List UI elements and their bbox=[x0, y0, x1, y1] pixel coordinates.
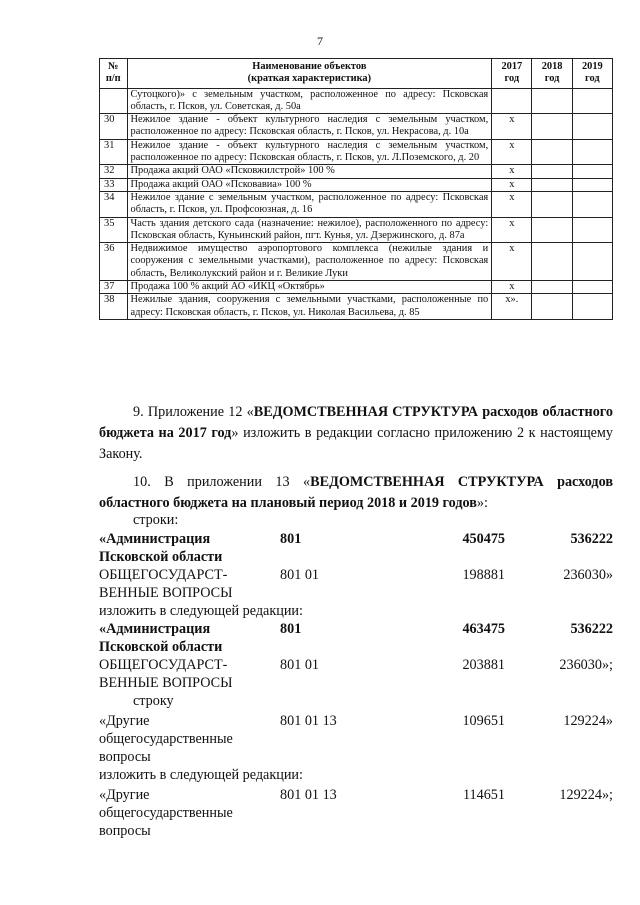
row-num-cell: 34 bbox=[100, 191, 128, 217]
ogv-old-name1: ОБЩЕГОСУДАРСТ- bbox=[99, 567, 228, 583]
admin-new-name1: «Администрация bbox=[99, 621, 211, 637]
paragraph-9 bbox=[99, 402, 613, 465]
table-row bbox=[100, 281, 613, 294]
table-row bbox=[100, 114, 613, 140]
row-name-cell: Нежилое здание - объект культурного наследия с земельным участком, расположенное по адресу: Псковская область, г. Псков, ул. Л.Поземского, д. 20 bbox=[127, 139, 492, 165]
row-name-cell: Продажа акций ОАО «Псковжилстрой» 100 % bbox=[127, 165, 492, 178]
label-redakcii-1: изложить в следующей редакции: bbox=[99, 603, 303, 619]
para9-pre: 9. Приложение 12 « bbox=[133, 404, 254, 420]
row-2019-cell bbox=[572, 88, 612, 114]
page-number: 7 bbox=[317, 34, 323, 48]
objects-table bbox=[99, 58, 613, 320]
row-2017-cell: x». bbox=[492, 294, 532, 320]
row-name-cell: Часть здания детского сада (назначение: нежилое), расположенного по адресу: Псковская область, Куньинский район, пгт. Кунья, ул. Дзержинского, д. 87а bbox=[127, 217, 492, 243]
admin-old-name2: Псковской области bbox=[99, 549, 223, 565]
row-2019-cell bbox=[572, 114, 612, 140]
admin-old-block bbox=[99, 531, 613, 841]
row-name-cell: Недвижимое имущество аэропортового комплекса (нежилые здания и сооружения с земельными участками), расположенное по адресу: Псковская область, Великолукский район и г. Великие Луки bbox=[127, 243, 492, 281]
para9-bold: ВЕДОМСТВЕННАЯ СТРУКТУРА расходов областного бюджета на 2017 год bbox=[99, 404, 613, 441]
row-num-cell: 37 bbox=[100, 281, 128, 294]
other-old-name1: «Другие bbox=[99, 713, 150, 729]
ogv-new-code: 801 01 bbox=[280, 657, 320, 673]
other-new-code: 801 01 13 bbox=[280, 787, 337, 803]
header-2018: 2018 год bbox=[532, 59, 572, 89]
row-num-cell: 32 bbox=[100, 165, 128, 178]
ogv-new-name2: ВЕННЫЕ ВОПРОСЫ bbox=[99, 675, 233, 691]
admin-new-code: 801 bbox=[280, 621, 302, 637]
row-2018-cell bbox=[532, 217, 572, 243]
table-row bbox=[100, 178, 613, 191]
row-2019-cell bbox=[572, 178, 612, 191]
other-new-name2: общегосударственные bbox=[99, 805, 233, 821]
row-2018-cell bbox=[532, 88, 572, 114]
row-2018-cell bbox=[532, 191, 572, 217]
row-2018-cell bbox=[532, 294, 572, 320]
row-2019-cell bbox=[572, 165, 612, 178]
para9-post: » изложить в редакции согласно приложению 2 к настоящему Закону. bbox=[99, 425, 613, 462]
other-old-name3: вопросы bbox=[99, 749, 151, 765]
other-old-name2: общегосударственные bbox=[99, 731, 233, 747]
header-2017: 2017 год bbox=[492, 59, 532, 89]
admin-old-code: 801 bbox=[280, 531, 302, 547]
other-new-name3: вопросы bbox=[99, 823, 151, 839]
table-row bbox=[100, 243, 613, 281]
row-num-cell bbox=[100, 88, 128, 114]
other-new-2019: 129224»; bbox=[559, 787, 613, 803]
label-redakcii-2: изложить в следующей редакции: bbox=[99, 767, 303, 783]
other-old-2018: 109651 bbox=[462, 713, 505, 729]
row-2019-cell bbox=[572, 281, 612, 294]
ogv-old-code: 801 01 bbox=[280, 567, 320, 583]
row-2019-cell bbox=[572, 139, 612, 165]
row-name-cell: Сутоцкого)» с земельным участком, расположенное по адресу: Псковская область, г. Псков, ул. Советская, д. 50а bbox=[127, 88, 492, 114]
ogv-new-2018: 203881 bbox=[462, 657, 505, 673]
paragraph-10 bbox=[99, 472, 613, 514]
para10-pre: 10. В приложении 13 « bbox=[133, 474, 311, 490]
header-num: № п/п bbox=[100, 59, 128, 89]
other-new-2018: 114651 bbox=[462, 787, 505, 803]
table-header-row bbox=[100, 59, 613, 89]
row-2019-cell bbox=[572, 294, 612, 320]
row-2017-cell: x bbox=[492, 281, 532, 294]
admin-new-name2: Псковской области bbox=[99, 639, 223, 655]
row-2018-cell bbox=[532, 178, 572, 191]
ogv-old-2018: 198881 bbox=[462, 567, 505, 583]
row-num-cell: 35 bbox=[100, 217, 128, 243]
row-2019-cell bbox=[572, 191, 612, 217]
table-row bbox=[100, 294, 613, 320]
ogv-old-name2: ВЕННЫЕ ВОПРОСЫ bbox=[99, 585, 233, 601]
table-row bbox=[100, 191, 613, 217]
label-stroki: строки: bbox=[133, 512, 179, 528]
admin-new-2018: 463475 bbox=[462, 621, 505, 637]
row-2017-cell: x bbox=[492, 191, 532, 217]
row-2017-cell: x bbox=[492, 139, 532, 165]
ogv-new-name1: ОБЩЕГОСУДАРСТ- bbox=[99, 657, 228, 673]
row-2017-cell: x bbox=[492, 165, 532, 178]
row-2017-cell bbox=[492, 88, 532, 114]
other-old-2019: 129224» bbox=[563, 713, 613, 729]
table-row bbox=[100, 217, 613, 243]
row-2018-cell bbox=[532, 281, 572, 294]
row-2018-cell bbox=[532, 165, 572, 178]
table-row bbox=[100, 139, 613, 165]
row-2019-cell bbox=[572, 243, 612, 281]
row-2019-cell bbox=[572, 217, 612, 243]
row-num-cell: 33 bbox=[100, 178, 128, 191]
other-new-name1: «Другие bbox=[99, 787, 150, 803]
admin-old-2019: 536222 bbox=[570, 531, 613, 547]
header-name: Наименование объектов (краткая характеристика) bbox=[127, 59, 492, 89]
admin-new-2019: 536222 bbox=[570, 621, 613, 637]
row-2018-cell bbox=[532, 114, 572, 140]
header-2019: 2019 год bbox=[572, 59, 612, 89]
row-2017-cell: x bbox=[492, 217, 532, 243]
row-name-cell: Нежилое здание с земельным участком, расположенное по адресу: Псковская область, г. Псков, ул. Профсоюзная, д. 16 bbox=[127, 191, 492, 217]
ogv-new-2019: 236030»; bbox=[559, 657, 613, 673]
row-2017-cell: x bbox=[492, 114, 532, 140]
row-num-cell: 36 bbox=[100, 243, 128, 281]
row-2018-cell bbox=[532, 139, 572, 165]
para10-post: »: bbox=[476, 495, 488, 511]
admin-old-2018: 450475 bbox=[462, 531, 505, 547]
admin-old-name1: «Администрация bbox=[99, 531, 211, 547]
row-name-cell: Нежилое здание - объект культурного наследия с земельным участком, расположенное по адресу: Псковская область, г. Псков, ул. Некрасова, д. 10а bbox=[127, 114, 492, 140]
row-name-cell: Продажа 100 % акций АО «ИКЦ «Октябрь» bbox=[127, 281, 492, 294]
other-old-code: 801 01 13 bbox=[280, 713, 337, 729]
ogv-old-2019: 236030» bbox=[563, 567, 613, 583]
row-num-cell: 38 bbox=[100, 294, 128, 320]
label-stroku: строку bbox=[133, 693, 174, 709]
table-row bbox=[100, 165, 613, 178]
para10-bold: ВЕДОМСТВЕННАЯ СТРУКТУРА расходов областного бюджета на плановый период 2018 и 2019 годов bbox=[99, 474, 613, 511]
row-num-cell: 31 bbox=[100, 139, 128, 165]
row-2017-cell: x bbox=[492, 178, 532, 191]
row-name-cell: Нежилые здания, сооружения с земельными участками, расположенные по адресу: Псковская область, г. Псков, ул. Николая Васильева, д. 85 bbox=[127, 294, 492, 320]
row-num-cell: 30 bbox=[100, 114, 128, 140]
table-row bbox=[100, 88, 613, 114]
row-2017-cell: x bbox=[492, 243, 532, 281]
row-name-cell: Продажа акций ОАО «Псковавиа» 100 % bbox=[127, 178, 492, 191]
row-2018-cell bbox=[532, 243, 572, 281]
